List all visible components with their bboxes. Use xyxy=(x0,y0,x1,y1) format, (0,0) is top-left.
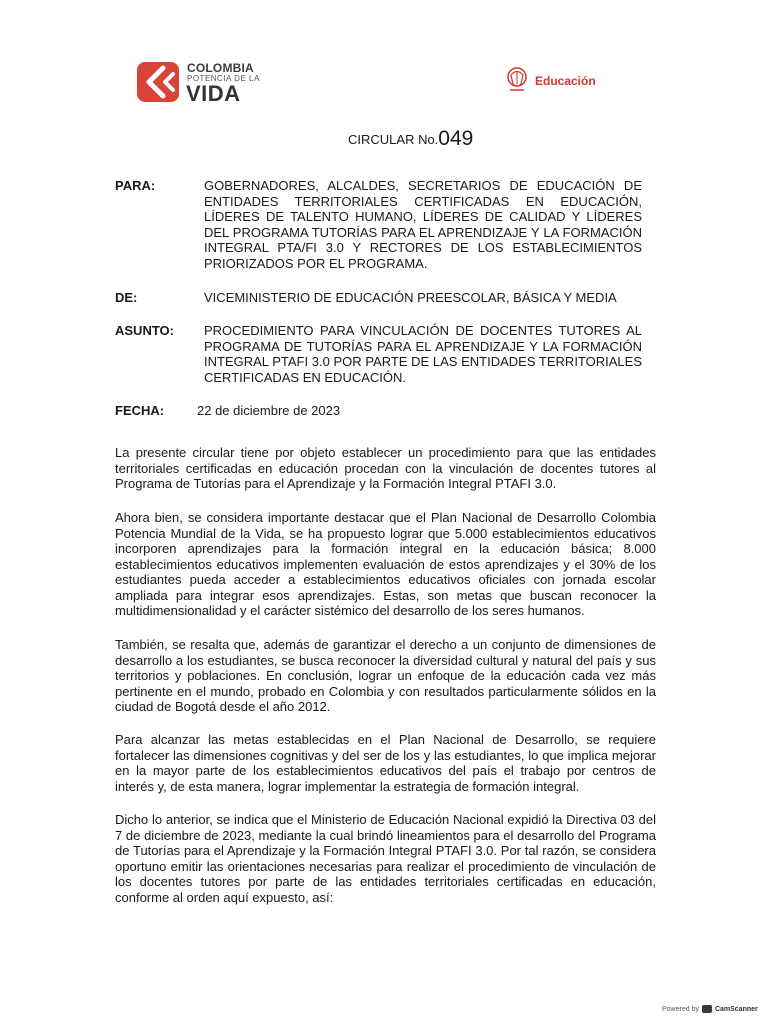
body-paragraph: La presente circular tiene por objeto establecer un procedimiento para que las entidades territoriales certificadas en educación procedan con la vinculación de docentes tutores al Programa de Tutorías para el Aprendizaje y la Formación Integral PTAFI 3.0. xyxy=(115,445,656,491)
coat-of-arms-icon xyxy=(505,66,529,94)
camscanner-footer xyxy=(662,1005,758,1013)
fecha-label: FECHA: xyxy=(115,403,165,418)
logo-text-colombia: COLOMBIA xyxy=(187,61,254,75)
asunto-label: ASUNTO: xyxy=(115,323,174,338)
logo-text-potencia: POTENCIA DE LA xyxy=(187,74,260,83)
de-value: VICEMINISTERIO DE EDUCACIÓN PREESCOLAR, BÁSICA Y MEDIA xyxy=(204,290,617,305)
circular-number-value: 049 xyxy=(438,127,474,150)
colombia-logo-icon xyxy=(137,62,179,102)
de-label: DE: xyxy=(115,290,138,305)
circular-number xyxy=(348,127,473,151)
camscanner-icon xyxy=(702,1005,712,1013)
body-paragraph: Dicho lo anterior, se indica que el Ministerio de Educación Nacional expidió la Directiva 03 del 7 de diciembre de 2023, mediante la cual brindó lineamientos para el desarrollo del Programa de Tutorías para el Aprendizaje y la Formación Integral PTAFI 3.0. Por tal razón, se considera oportuno emitir las orientaciones necesarias para realizar el procedimiento de vinculación de los docentes tutores por parte de las entidades territoriales certificadas en educación, conforme al orden aquí expuesto, así: xyxy=(115,812,656,905)
body-paragraph: Para alcanzar las metas establecidas en el Plan Nacional de Desarrollo, se requiere fortalecer las dimensiones cognitivas y del ser de los y las estudiantes, lo que implica mejorar en la mayor parte de los establecimientos educativos del país el trabajo por centros de interés y, de esta manera, lograr implementar la estrategia de formación integral. xyxy=(115,732,656,794)
body-paragraph: También, se resalta que, además de garantizar el derecho a un conjunto de dimensiones de desarrollo a los estudiantes, se busca reconocer la diversidad cultural y natural del país y sus territorios y poblaciones. En conclusión, lograr un enfoque de la educación cada vez más pertinente en el mundo, probado en Colombia y con resultados particularmente sólidos en la ciudad de Bogotá desde el año 2012. xyxy=(115,637,656,714)
colombia-potencia-logo xyxy=(137,58,267,106)
para-label: PARA: xyxy=(115,178,156,193)
educacion-logo xyxy=(505,66,615,96)
educacion-logo-text: Educación xyxy=(535,74,596,88)
powered-by-text: Powered by xyxy=(662,1005,699,1013)
circular-prefix: CIRCULAR No. xyxy=(348,132,439,147)
body-paragraph: Ahora bien, se considera importante destacar que el Plan Nacional de Desarrollo Colombia Potencia Mundial de la Vida, se ha propuesto lograr que 5.000 establecimientos educativos incorporen aprendizajes para la formación integral en la educación básica; 8.000 establecimientos educativos implementen evaluación de estos aprendizajes y el 30% de los estudiantes pueda acceder a establecimientos educativos oficiales con jornada escolar ampliada para integrar esos aprendizajes. Estas, son metas que buscan reconocer la multidimensionalidad y el carácter sistémico del desarrollo de los seres humanos. xyxy=(115,510,656,618)
camscanner-brand: CamScanner xyxy=(714,1005,758,1013)
asunto-value: PROCEDIMIENTO PARA VINCULACIÓN DE DOCENTES TUTORES AL PROGRAMA DE TUTORÍAS PARA EL APRENDIZAJE Y LA FORMACIÓN INTEGRAL PTAFI 3.0 POR PARTE DE LAS ENTIDADES TERRITORIALES CERTIFICADAS EN EDUCACIÓN. xyxy=(204,323,642,385)
para-value: GOBERNADORES, ALCALDES, SECRETARIOS DE EDUCACIÓN DE ENTIDADES TERRITORIALES CERTIFICADAS EN EDUCACIÓN, LÍDERES DE TALENTO HUMANO, LÍDERES DE CALIDAD Y LÍDERES DEL PROGRAMA TUTORÍAS PARA EL APRENDIZAJE Y LA FORMACIÓN INTEGRAL PTA/FI 3.0 Y RECTORES DE LOS ESTABLECIMIENTOS PRIORIZADOS POR EL PROGRAMA. xyxy=(204,178,642,271)
fecha-value: 22 de diciembre de 2023 xyxy=(197,403,341,418)
logo-text-vida: VIDA xyxy=(186,81,241,106)
